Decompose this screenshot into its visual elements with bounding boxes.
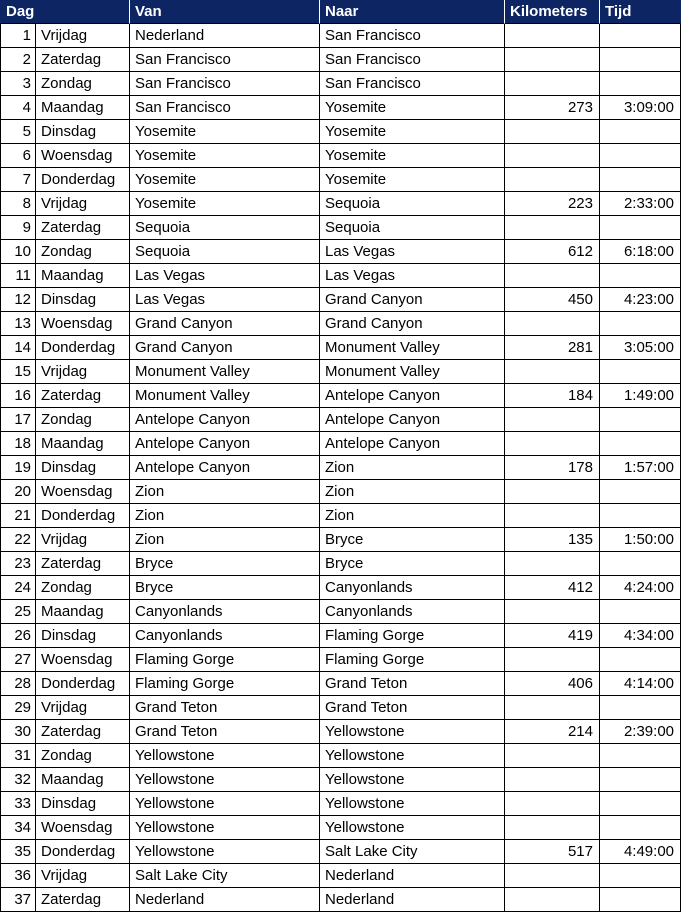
table-row <box>0 168 681 192</box>
day-name-cell[interactable]: Woensdag <box>36 816 130 840</box>
naar-cell[interactable]: Canyonlands <box>320 576 505 600</box>
naar-cell[interactable]: Sequoia <box>320 216 505 240</box>
kilometers-cell[interactable] <box>505 744 600 768</box>
van-cell[interactable]: Salt Lake City <box>130 864 320 888</box>
day-number-cell[interactable]: 36 <box>0 864 36 888</box>
table-row <box>0 192 681 216</box>
day-name-cell[interactable]: Maandag <box>36 264 130 288</box>
itinerary-table-body <box>0 24 681 912</box>
table-row <box>0 216 681 240</box>
table-row <box>0 72 681 96</box>
day-number-cell[interactable]: 7 <box>0 168 36 192</box>
van-cell[interactable]: Nederland <box>130 24 320 48</box>
day-number-cell[interactable]: 3 <box>0 72 36 96</box>
day-name-cell[interactable]: Maandag <box>36 432 130 456</box>
kilometers-cell[interactable] <box>505 312 600 336</box>
kilometers-cell[interactable]: 612 <box>505 240 600 264</box>
kilometers-cell[interactable]: 184 <box>505 384 600 408</box>
table-row <box>0 504 681 528</box>
van-cell[interactable]: Monument Valley <box>130 360 320 384</box>
day-number-cell[interactable]: 37 <box>0 888 36 912</box>
naar-cell[interactable]: Yellowstone <box>320 720 505 744</box>
van-cell[interactable]: Canyonlands <box>130 600 320 624</box>
naar-cell[interactable]: Salt Lake City <box>320 840 505 864</box>
day-number-cell[interactable]: 21 <box>0 504 36 528</box>
day-number-cell[interactable]: 6 <box>0 144 36 168</box>
day-number-cell[interactable]: 15 <box>0 360 36 384</box>
day-number-cell[interactable]: 12 <box>0 288 36 312</box>
tijd-cell[interactable] <box>600 360 681 384</box>
van-cell[interactable]: Las Vegas <box>130 288 320 312</box>
day-number-cell[interactable]: 30 <box>0 720 36 744</box>
van-cell[interactable]: San Francisco <box>130 48 320 72</box>
day-name-cell[interactable]: Zondag <box>36 240 130 264</box>
kilometers-cell[interactable]: 273 <box>505 96 600 120</box>
van-cell[interactable]: Antelope Canyon <box>130 408 320 432</box>
day-name-cell[interactable]: Vrijdag <box>36 696 130 720</box>
day-number-cell[interactable]: 28 <box>0 672 36 696</box>
van-cell[interactable]: Flaming Gorge <box>130 672 320 696</box>
table-row <box>0 624 681 648</box>
van-cell[interactable]: Grand Teton <box>130 720 320 744</box>
kilometers-cell[interactable] <box>505 408 600 432</box>
day-number-cell[interactable]: 27 <box>0 648 36 672</box>
kilometers-cell[interactable]: 135 <box>505 528 600 552</box>
van-cell[interactable]: Yosemite <box>130 192 320 216</box>
naar-cell[interactable]: Grand Teton <box>320 672 505 696</box>
table-row <box>0 792 681 816</box>
day-number-cell[interactable]: 2 <box>0 48 36 72</box>
day-name-cell[interactable]: Donderdag <box>36 168 130 192</box>
tijd-cell[interactable]: 3:05:00 <box>600 336 681 360</box>
table-row <box>0 696 681 720</box>
van-cell[interactable]: Las Vegas <box>130 264 320 288</box>
table-row <box>0 288 681 312</box>
van-cell[interactable]: Yosemite <box>130 120 320 144</box>
table-row <box>0 336 681 360</box>
table-row <box>0 96 681 120</box>
van-cell[interactable]: Zion <box>130 528 320 552</box>
day-name-cell[interactable]: Woensdag <box>36 144 130 168</box>
header-cell-kilometers[interactable]: Kilometers <box>505 0 600 24</box>
van-cell[interactable]: Yosemite <box>130 144 320 168</box>
day-name-cell[interactable]: Donderdag <box>36 672 130 696</box>
day-name-cell[interactable]: Vrijdag <box>36 864 130 888</box>
day-number-cell[interactable]: 29 <box>0 696 36 720</box>
naar-cell[interactable]: Yosemite <box>320 144 505 168</box>
header-cell-van[interactable]: Van <box>130 0 320 24</box>
day-name-cell[interactable]: Dinsdag <box>36 792 130 816</box>
naar-cell[interactable]: Monument Valley <box>320 336 505 360</box>
kilometers-cell[interactable] <box>505 648 600 672</box>
table-row <box>0 264 681 288</box>
naar-cell[interactable]: Yellowstone <box>320 768 505 792</box>
day-number-cell[interactable]: 13 <box>0 312 36 336</box>
day-name-cell[interactable]: Zondag <box>36 72 130 96</box>
tijd-cell[interactable] <box>600 144 681 168</box>
tijd-cell[interactable] <box>600 792 681 816</box>
kilometers-cell[interactable] <box>505 24 600 48</box>
header-cell-dag[interactable]: Dag <box>0 0 130 24</box>
kilometers-cell[interactable]: 412 <box>505 576 600 600</box>
tijd-cell[interactable] <box>600 696 681 720</box>
van-cell[interactable]: Zion <box>130 504 320 528</box>
naar-cell[interactable]: Grand Canyon <box>320 312 505 336</box>
van-cell[interactable]: Yellowstone <box>130 744 320 768</box>
tijd-cell[interactable] <box>600 312 681 336</box>
tijd-cell[interactable] <box>600 120 681 144</box>
tijd-cell[interactable] <box>600 648 681 672</box>
day-number-cell[interactable]: 33 <box>0 792 36 816</box>
day-number-cell[interactable]: 16 <box>0 384 36 408</box>
day-number-cell[interactable]: 1 <box>0 24 36 48</box>
table-row <box>0 840 681 864</box>
naar-cell[interactable]: Flaming Gorge <box>320 648 505 672</box>
kilometers-cell[interactable] <box>505 120 600 144</box>
van-cell[interactable]: Yellowstone <box>130 768 320 792</box>
day-number-cell[interactable]: 32 <box>0 768 36 792</box>
kilometers-cell[interactable] <box>505 144 600 168</box>
naar-cell[interactable]: Grand Teton <box>320 696 505 720</box>
naar-cell[interactable]: Yellowstone <box>320 792 505 816</box>
kilometers-cell[interactable] <box>505 816 600 840</box>
day-name-cell[interactable]: Dinsdag <box>36 624 130 648</box>
kilometers-cell[interactable] <box>505 480 600 504</box>
tijd-cell[interactable] <box>600 24 681 48</box>
tijd-cell[interactable]: 1:50:00 <box>600 528 681 552</box>
table-row <box>0 24 681 48</box>
kilometers-cell[interactable] <box>505 864 600 888</box>
tijd-cell[interactable] <box>600 480 681 504</box>
naar-cell[interactable]: San Francisco <box>320 48 505 72</box>
day-name-cell[interactable]: Donderdag <box>36 504 130 528</box>
kilometers-cell[interactable] <box>505 432 600 456</box>
table-row <box>0 864 681 888</box>
kilometers-cell[interactable] <box>505 504 600 528</box>
van-cell[interactable]: Canyonlands <box>130 624 320 648</box>
header-cell-tijd[interactable]: Tijd <box>600 0 681 24</box>
tijd-cell[interactable]: 4:34:00 <box>600 624 681 648</box>
table-row <box>0 312 681 336</box>
tijd-cell[interactable] <box>600 864 681 888</box>
naar-cell[interactable]: Yosemite <box>320 120 505 144</box>
table-row <box>0 744 681 768</box>
naar-cell[interactable]: Nederland <box>320 888 505 912</box>
van-cell[interactable]: Grand Teton <box>130 696 320 720</box>
day-name-cell[interactable]: Dinsdag <box>36 120 130 144</box>
naar-cell[interactable]: Antelope Canyon <box>320 432 505 456</box>
day-name-cell[interactable]: Vrijdag <box>36 528 130 552</box>
table-row <box>0 48 681 72</box>
day-name-cell[interactable]: Zondag <box>36 408 130 432</box>
naar-cell[interactable]: Zion <box>320 456 505 480</box>
day-number-cell[interactable]: 23 <box>0 552 36 576</box>
table-row <box>0 480 681 504</box>
day-name-cell[interactable]: Zondag <box>36 744 130 768</box>
tijd-cell[interactable] <box>600 744 681 768</box>
table-row <box>0 576 681 600</box>
day-name-cell[interactable]: Woensdag <box>36 312 130 336</box>
tijd-cell[interactable]: 3:09:00 <box>600 96 681 120</box>
header-cell-naar[interactable]: Naar <box>320 0 505 24</box>
tijd-cell[interactable] <box>600 408 681 432</box>
naar-cell[interactable]: Zion <box>320 480 505 504</box>
day-number-cell[interactable]: 8 <box>0 192 36 216</box>
day-number-cell[interactable]: 11 <box>0 264 36 288</box>
kilometers-cell[interactable]: 178 <box>505 456 600 480</box>
tijd-cell[interactable] <box>600 600 681 624</box>
van-cell[interactable]: Yellowstone <box>130 840 320 864</box>
day-number-cell[interactable]: 31 <box>0 744 36 768</box>
table-row <box>0 816 681 840</box>
kilometers-cell[interactable] <box>505 600 600 624</box>
naar-cell[interactable]: Yosemite <box>320 96 505 120</box>
van-cell[interactable]: Yosemite <box>130 168 320 192</box>
table-row <box>0 768 681 792</box>
tijd-cell[interactable] <box>600 432 681 456</box>
day-number-cell[interactable]: 35 <box>0 840 36 864</box>
van-cell[interactable]: San Francisco <box>130 72 320 96</box>
kilometers-cell[interactable]: 406 <box>505 672 600 696</box>
table-row <box>0 672 681 696</box>
day-name-cell[interactable]: Donderdag <box>36 840 130 864</box>
day-name-cell[interactable]: Zaterdag <box>36 48 130 72</box>
table-header-row <box>0 0 681 24</box>
day-number-cell[interactable]: 14 <box>0 336 36 360</box>
naar-cell[interactable]: Canyonlands <box>320 600 505 624</box>
kilometers-cell[interactable] <box>505 216 600 240</box>
table-row <box>0 432 681 456</box>
naar-cell[interactable]: Monument Valley <box>320 360 505 384</box>
day-number-cell[interactable]: 25 <box>0 600 36 624</box>
naar-cell[interactable]: Bryce <box>320 528 505 552</box>
van-cell[interactable]: Antelope Canyon <box>130 456 320 480</box>
day-name-cell[interactable]: Vrijdag <box>36 192 130 216</box>
naar-cell[interactable]: Sequoia <box>320 192 505 216</box>
day-number-cell[interactable]: 24 <box>0 576 36 600</box>
day-number-cell[interactable]: 20 <box>0 480 36 504</box>
kilometers-cell[interactable] <box>505 888 600 912</box>
naar-cell[interactable]: San Francisco <box>320 24 505 48</box>
day-name-cell[interactable]: Woensdag <box>36 648 130 672</box>
tijd-cell[interactable]: 6:18:00 <box>600 240 681 264</box>
day-number-cell[interactable]: 4 <box>0 96 36 120</box>
table-row <box>0 120 681 144</box>
tijd-cell[interactable] <box>600 72 681 96</box>
kilometers-cell[interactable]: 419 <box>505 624 600 648</box>
van-cell[interactable]: Nederland <box>130 888 320 912</box>
table-row <box>0 600 681 624</box>
tijd-cell[interactable]: 1:57:00 <box>600 456 681 480</box>
naar-cell[interactable]: Grand Canyon <box>320 288 505 312</box>
tijd-cell[interactable]: 4:14:00 <box>600 672 681 696</box>
tijd-cell[interactable] <box>600 552 681 576</box>
tijd-cell[interactable]: 2:33:00 <box>600 192 681 216</box>
day-number-cell[interactable]: 22 <box>0 528 36 552</box>
table-row <box>0 456 681 480</box>
day-number-cell[interactable]: 34 <box>0 816 36 840</box>
van-cell[interactable]: San Francisco <box>130 96 320 120</box>
day-name-cell[interactable]: Dinsdag <box>36 456 130 480</box>
naar-cell[interactable]: Yellowstone <box>320 816 505 840</box>
day-number-cell[interactable]: 9 <box>0 216 36 240</box>
kilometers-cell[interactable] <box>505 360 600 384</box>
table-row <box>0 528 681 552</box>
naar-cell[interactable]: Flaming Gorge <box>320 624 505 648</box>
day-name-cell[interactable]: Vrijdag <box>36 24 130 48</box>
naar-cell[interactable]: Las Vegas <box>320 240 505 264</box>
day-number-cell[interactable]: 26 <box>0 624 36 648</box>
table-row <box>0 240 681 264</box>
tijd-cell[interactable] <box>600 216 681 240</box>
day-name-cell[interactable]: Maandag <box>36 96 130 120</box>
day-number-cell[interactable]: 17 <box>0 408 36 432</box>
van-cell[interactable]: Bryce <box>130 552 320 576</box>
van-cell[interactable]: Flaming Gorge <box>130 648 320 672</box>
kilometers-cell[interactable] <box>505 48 600 72</box>
table-row <box>0 888 681 912</box>
table-row <box>0 720 681 744</box>
day-name-cell[interactable]: Maandag <box>36 600 130 624</box>
day-name-cell[interactable]: Woensdag <box>36 480 130 504</box>
tijd-cell[interactable]: 4:24:00 <box>600 576 681 600</box>
tijd-cell[interactable]: 1:49:00 <box>600 384 681 408</box>
tijd-cell[interactable]: 4:49:00 <box>600 840 681 864</box>
tijd-cell[interactable] <box>600 168 681 192</box>
day-name-cell[interactable]: Vrijdag <box>36 360 130 384</box>
kilometers-cell[interactable] <box>505 696 600 720</box>
day-name-cell[interactable]: Zaterdag <box>36 888 130 912</box>
kilometers-cell[interactable] <box>505 768 600 792</box>
day-name-cell[interactable]: Maandag <box>36 768 130 792</box>
kilometers-cell[interactable] <box>505 72 600 96</box>
day-name-cell[interactable]: Zaterdag <box>36 216 130 240</box>
naar-cell[interactable]: Bryce <box>320 552 505 576</box>
tijd-cell[interactable] <box>600 816 681 840</box>
table-row <box>0 360 681 384</box>
tijd-cell[interactable] <box>600 264 681 288</box>
van-cell[interactable]: Sequoia <box>130 240 320 264</box>
kilometers-cell[interactable]: 517 <box>505 840 600 864</box>
van-cell[interactable]: Bryce <box>130 576 320 600</box>
tijd-cell[interactable] <box>600 768 681 792</box>
tijd-cell[interactable] <box>600 504 681 528</box>
day-name-cell[interactable]: Zondag <box>36 576 130 600</box>
kilometers-cell[interactable] <box>505 792 600 816</box>
tijd-cell[interactable]: 2:39:00 <box>600 720 681 744</box>
table-row <box>0 552 681 576</box>
day-name-cell[interactable]: Zaterdag <box>36 552 130 576</box>
day-name-cell[interactable]: Dinsdag <box>36 288 130 312</box>
table-row <box>0 648 681 672</box>
naar-cell[interactable]: Zion <box>320 504 505 528</box>
naar-cell[interactable]: Nederland <box>320 864 505 888</box>
day-number-cell[interactable]: 18 <box>0 432 36 456</box>
van-cell[interactable]: Zion <box>130 480 320 504</box>
naar-cell[interactable]: Yellowstone <box>320 744 505 768</box>
van-cell[interactable]: Grand Canyon <box>130 336 320 360</box>
kilometers-cell[interactable]: 450 <box>505 288 600 312</box>
naar-cell[interactable]: Antelope Canyon <box>320 384 505 408</box>
van-cell[interactable]: Grand Canyon <box>130 312 320 336</box>
day-number-cell[interactable]: 10 <box>0 240 36 264</box>
day-name-cell[interactable]: Donderdag <box>36 336 130 360</box>
naar-cell[interactable]: Antelope Canyon <box>320 408 505 432</box>
tijd-cell[interactable] <box>600 888 681 912</box>
table-row <box>0 408 681 432</box>
day-number-cell[interactable]: 19 <box>0 456 36 480</box>
van-cell[interactable]: Monument Valley <box>130 384 320 408</box>
table-row <box>0 384 681 408</box>
van-cell[interactable]: Sequoia <box>130 216 320 240</box>
kilometers-cell[interactable]: 223 <box>505 192 600 216</box>
kilometers-cell[interactable]: 281 <box>505 336 600 360</box>
van-cell[interactable]: Yellowstone <box>130 792 320 816</box>
kilometers-cell[interactable] <box>505 168 600 192</box>
kilometers-cell[interactable] <box>505 552 600 576</box>
naar-cell[interactable]: Yosemite <box>320 168 505 192</box>
van-cell[interactable]: Antelope Canyon <box>130 432 320 456</box>
day-name-cell[interactable]: Zaterdag <box>36 384 130 408</box>
van-cell[interactable]: Yellowstone <box>130 816 320 840</box>
tijd-cell[interactable]: 4:23:00 <box>600 288 681 312</box>
kilometers-cell[interactable] <box>505 264 600 288</box>
tijd-cell[interactable] <box>600 48 681 72</box>
table-row <box>0 144 681 168</box>
kilometers-cell[interactable]: 214 <box>505 720 600 744</box>
naar-cell[interactable]: San Francisco <box>320 72 505 96</box>
day-number-cell[interactable]: 5 <box>0 120 36 144</box>
naar-cell[interactable]: Las Vegas <box>320 264 505 288</box>
day-name-cell[interactable]: Zaterdag <box>36 720 130 744</box>
